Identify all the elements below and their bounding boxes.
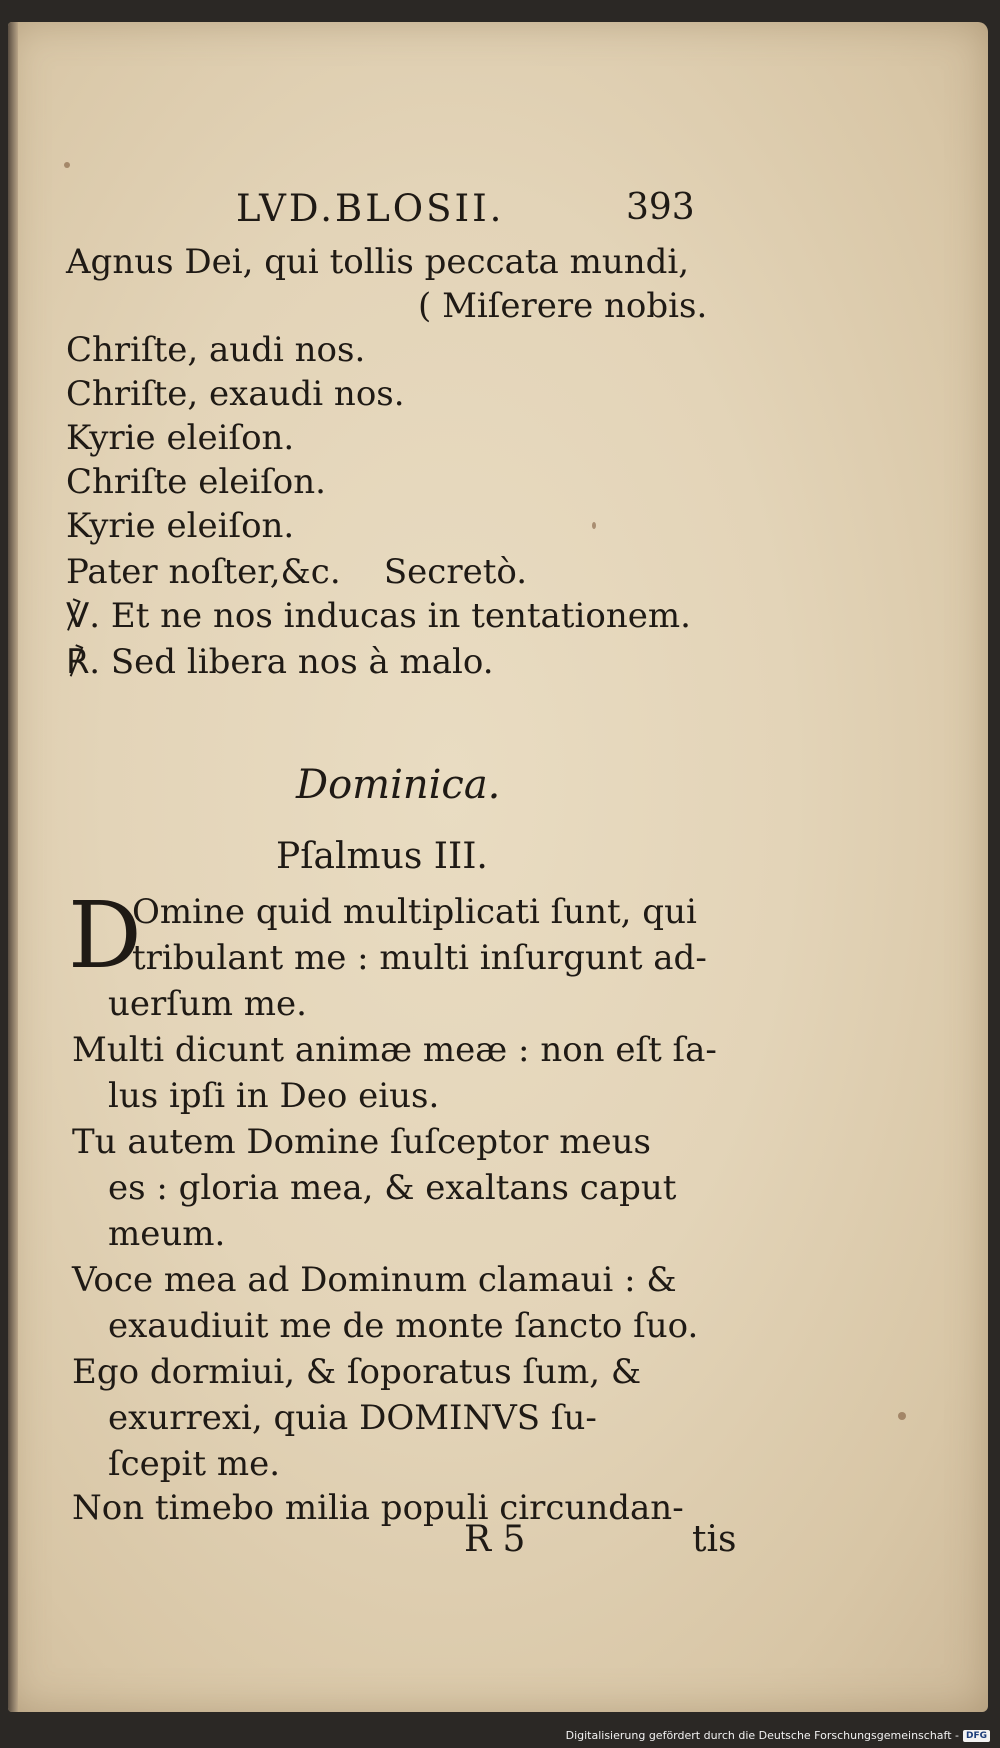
page-spine-edge <box>8 22 18 1712</box>
section-title: Dominica. <box>296 762 501 808</box>
psalm-line: exaudiuit me de monte ſancto ſuo. <box>108 1306 699 1346</box>
page-number: 393 <box>626 187 695 228</box>
digitization-credit <box>566 1729 990 1742</box>
running-title: LVD.BLOSII. <box>236 187 505 230</box>
drop-cap: D <box>68 882 142 989</box>
psalm-line: lus ipſi in Deo eius. <box>108 1076 440 1116</box>
book-page <box>8 22 988 1712</box>
psalm-line: uerſum me. <box>108 984 307 1024</box>
psalm-line: Omine quid multiplicati ſunt, qui <box>132 892 697 932</box>
response-line: ℟. Sed libera nos à malo. <box>66 642 494 682</box>
catchword: tis <box>692 1519 737 1560</box>
litany-line: Kyrie eleiſon. <box>66 506 295 546</box>
dfg-logo: DFG <box>963 1730 990 1742</box>
litany-line: Kyrie eleiſon. <box>66 418 295 458</box>
psalm-line: es : gloria mea, & exaltans caput <box>108 1168 677 1208</box>
foxing-spot <box>592 522 596 529</box>
foxing-spot <box>898 1412 906 1420</box>
psalm-line: tribulant me : multi inſurgunt ad- <box>132 938 707 978</box>
psalm-line: Tu autem Domine ſuſceptor meus <box>72 1122 651 1162</box>
psalm-line: Voce mea ad Dominum clamaui : & <box>72 1260 677 1300</box>
psalm-title: Pſalmus III. <box>276 836 488 877</box>
litany-line: Pater noſter,&c. Secretò. <box>66 552 528 592</box>
psalm-line: ſcepit me. <box>108 1444 281 1484</box>
psalm-line: Multi dicunt animæ meæ : non eſt ſa- <box>72 1030 717 1070</box>
litany-line: ( Miſerere nobis. <box>418 286 708 326</box>
litany-line: Chriſte, exaudi nos. <box>66 374 405 414</box>
litany-line: Agnus Dei, qui tollis peccata mundi, <box>66 242 690 282</box>
psalm-line: meum. <box>108 1214 226 1254</box>
psalm-line: exurrexi, quia DOMINVS ſu- <box>108 1398 597 1438</box>
litany-line: Chriſte eleiſon. <box>66 462 326 502</box>
credit-text: Digitalisierung gefördert durch die Deutsche Forschungsgemeinschaft - <box>565 1729 959 1742</box>
psalm-line: Non timebo milia populi circundan- <box>72 1488 684 1528</box>
litany-line: Chriſte, audi nos. <box>66 330 366 370</box>
versicle-line: ℣. Et ne nos inducas in tentationem. <box>66 596 691 636</box>
signature-mark: R 5 <box>464 1519 526 1560</box>
foxing-spot <box>64 162 70 168</box>
psalm-line: Ego dormiui, & ſoporatus ſum, & <box>72 1352 642 1392</box>
